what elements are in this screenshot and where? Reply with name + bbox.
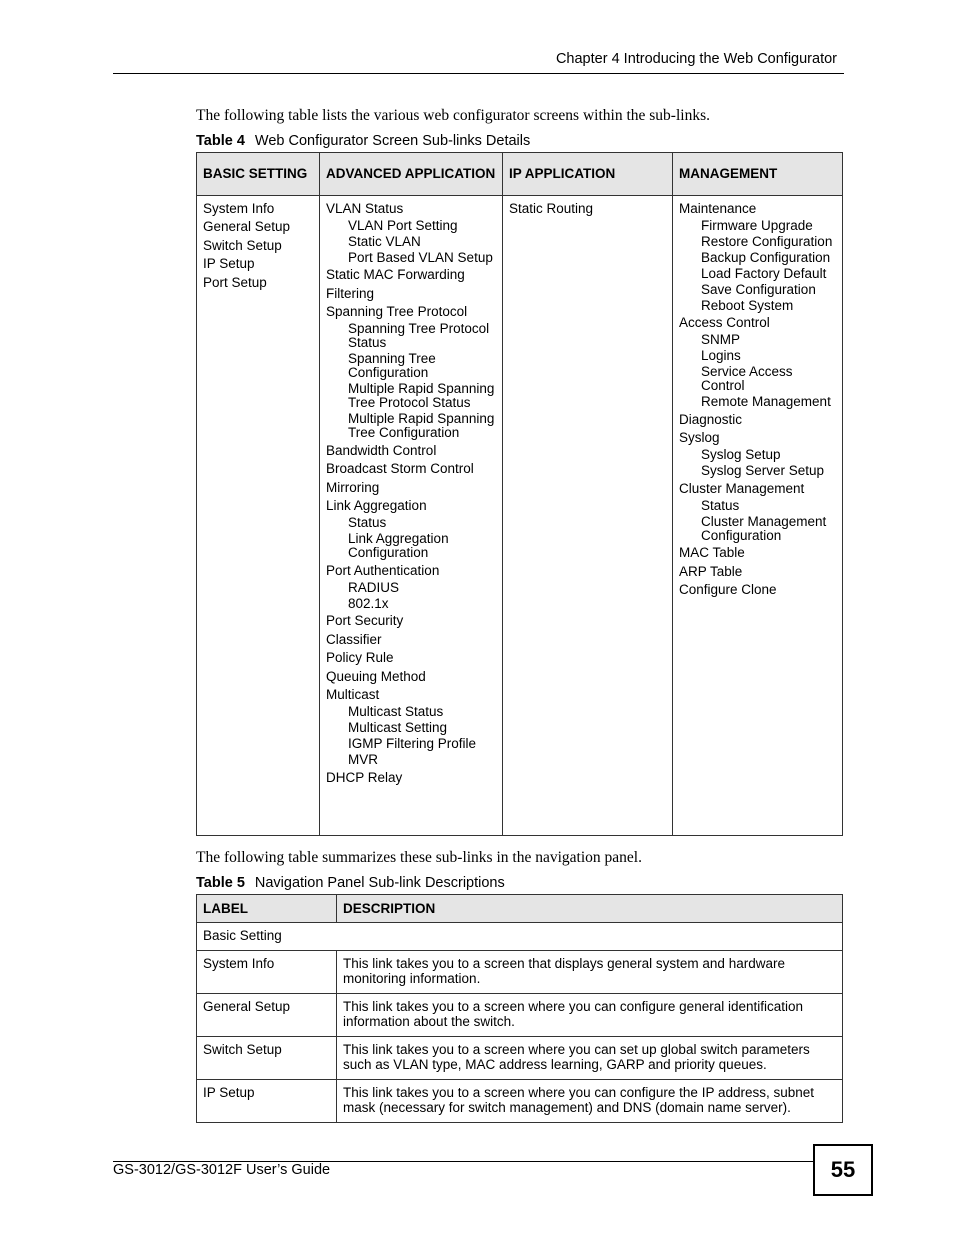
adv-item: Static MAC Forwarding xyxy=(326,267,465,282)
table5-section-row xyxy=(197,923,843,951)
header-basic-setting: BASIC SETTING xyxy=(197,153,320,196)
guide-title: GS-3012/GS-3012F User’s Guide xyxy=(113,1162,331,1178)
header-description: DESCRIPTION xyxy=(337,895,843,923)
adv-subitem: 802.1x xyxy=(348,595,389,611)
ip-app-item: Static Routing xyxy=(509,200,594,216)
adv-subitem: Multicast Setting xyxy=(348,720,448,735)
basic-setting-item: System Info xyxy=(203,200,275,216)
adv-subitem: Port Based VLAN Setup xyxy=(348,249,493,265)
adv-item: Filtering xyxy=(326,285,375,301)
table5-caption-label: Table 5 xyxy=(196,875,245,891)
chapter-header: Chapter 4 Introducing the Web Configurator xyxy=(555,51,837,67)
header-management: MANAGEMENT xyxy=(673,153,843,196)
row-label: General Setup xyxy=(197,993,337,1036)
adv-item: VLAN Status xyxy=(326,200,404,216)
mgmt-subitem: Service Access Control xyxy=(701,364,793,393)
mgmt-subitem: Syslog Server Setup xyxy=(701,463,825,478)
adv-subitem: Multiple Rapid Spanning Tree Configuration xyxy=(348,411,495,440)
adv-item: Broadcast Storm Control xyxy=(326,461,474,476)
header-label: LABEL xyxy=(197,895,337,923)
adv-item: Multicast xyxy=(326,687,380,702)
adv-subitem: MVR xyxy=(348,752,378,767)
table4-caption-label: Table 4 xyxy=(196,133,245,149)
row-description: This link takes you to a screen where you can configure the IP address, subnet mask (necessary for switch management) and DNS (domain name server). xyxy=(337,1079,843,1122)
row-label: Switch Setup xyxy=(197,1036,337,1079)
row-label: System Info xyxy=(197,950,337,993)
adv-item: Link Aggregation xyxy=(326,498,427,513)
basic-setting-item: General Setup xyxy=(203,219,291,234)
basic-setting-cell xyxy=(197,196,320,836)
adv-item: Port Authentication xyxy=(326,562,440,578)
table4-caption xyxy=(196,133,530,149)
header-advanced-application: ADVANCED APPLICATION xyxy=(320,153,503,196)
adv-subitem: Static VLAN xyxy=(348,233,421,249)
intro-paragraph-1: The following table lists the various web configurator screens within the sub-links. xyxy=(196,107,710,124)
adv-subitem: VLAN Port Setting xyxy=(348,217,458,233)
row-description: This link takes you to a screen that displays general system and hardware monitoring information. xyxy=(337,950,843,993)
mgmt-subitem: SNMP xyxy=(701,332,741,347)
mgmt-item: Syslog xyxy=(679,430,720,445)
adv-subitem: Multicast Status xyxy=(348,704,444,719)
row-description: This link takes you to a screen where you can configure general identification information about the switch. xyxy=(337,993,843,1036)
mgmt-subitem: Syslog Setup xyxy=(701,447,781,462)
basic-setting-item: IP Setup xyxy=(203,256,255,271)
header-ip-application: IP APPLICATION xyxy=(503,153,673,196)
mgmt-item: Configure Clone xyxy=(679,582,777,597)
row-label: IP Setup xyxy=(197,1079,337,1122)
mgmt-subitem: Save Configuration xyxy=(701,281,816,297)
table-row xyxy=(197,993,843,1036)
mgmt-item: Diagnostic xyxy=(679,411,743,427)
mgmt-item: MAC Table xyxy=(679,545,745,560)
adv-item: DHCP Relay xyxy=(326,769,403,785)
basic-setting-item: Switch Setup xyxy=(203,237,282,253)
table4-body-row xyxy=(197,196,843,836)
mgmt-item: Maintenance xyxy=(679,200,757,216)
mgmt-item: Cluster Management xyxy=(679,480,805,496)
mgmt-subitem: Load Factory Default xyxy=(701,265,827,281)
mgmt-subitem: Firmware Upgrade xyxy=(701,217,813,233)
mgmt-item: Access Control xyxy=(679,315,770,330)
adv-item: Port Security xyxy=(326,613,404,628)
advanced-application-cell xyxy=(320,196,503,836)
adv-subitem: Spanning Tree Protocol Status xyxy=(348,321,490,350)
adv-subitem: Multiple Rapid Spanning Tree Protocol Status xyxy=(348,381,495,410)
table5-caption-title: Navigation Panel Sub-link Descriptions xyxy=(254,875,505,891)
table-row xyxy=(197,950,843,993)
header-rule xyxy=(113,73,844,74)
adv-subitem: IGMP Filtering Profile xyxy=(348,736,477,751)
row-description: This link takes you to a screen where you can set up global switch parameters such as VLAN type, MAC address learning, GARP and priority queues. xyxy=(337,1036,843,1079)
mgmt-subitem: Logins xyxy=(701,348,741,363)
adv-subitem: Link Aggregation Configuration xyxy=(348,531,449,560)
table-row xyxy=(197,1036,843,1079)
navigation-panel-sublink-table xyxy=(196,894,843,1123)
mgmt-item: ARP Table xyxy=(679,563,743,579)
management-cell xyxy=(673,196,843,836)
intro-paragraph-2: The following table summarizes these sub-links in the navigation panel. xyxy=(196,849,642,866)
adv-subitem: Status xyxy=(348,515,387,530)
adv-item: Spanning Tree Protocol xyxy=(326,304,468,319)
table4-header-row xyxy=(197,153,843,196)
table5-header-row xyxy=(197,895,843,923)
mgmt-subitem: Remote Management xyxy=(701,394,831,409)
mgmt-subitem: Restore Configuration xyxy=(701,233,833,249)
ip-application-cell xyxy=(503,196,673,836)
mgmt-subitem: Status xyxy=(701,497,740,513)
section-label: Basic Setting xyxy=(197,923,843,951)
mgmt-subitem: Backup Configuration xyxy=(701,249,831,265)
adv-item: Classifier xyxy=(326,631,382,647)
mgmt-subitem: Cluster Management Configuration xyxy=(701,513,827,543)
adv-item: Queuing Method xyxy=(326,668,426,684)
adv-item: Bandwidth Control xyxy=(326,442,437,458)
adv-item: Mirroring xyxy=(326,479,380,495)
adv-subitem: RADIUS xyxy=(348,579,400,595)
table4-caption-title: Web Configurator Screen Sub-links Details xyxy=(254,133,531,149)
basic-setting-item: Port Setup xyxy=(203,274,267,290)
web-configurator-sublinks-table xyxy=(196,152,843,836)
adv-item: Policy Rule xyxy=(326,650,394,665)
table-row xyxy=(197,1079,843,1122)
page-number: 55 xyxy=(813,1144,873,1196)
mgmt-subitem: Reboot System xyxy=(701,297,794,313)
adv-subitem: Spanning Tree Configuration xyxy=(348,351,436,380)
table5-caption xyxy=(196,875,505,891)
